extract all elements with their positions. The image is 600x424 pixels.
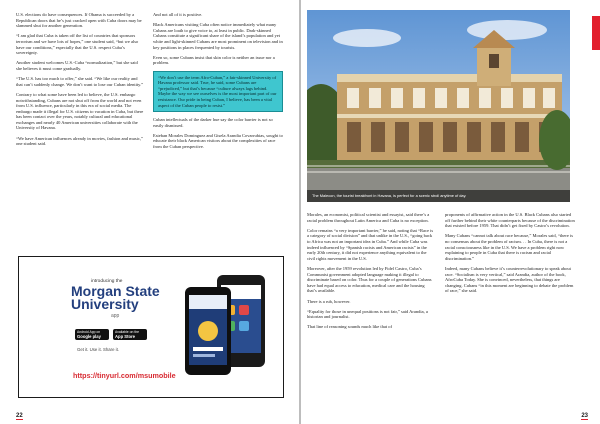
paragraph: Indeed, many Cubans believe it’s counterrevolutionary to speak about race. “Socialism is very vertical,” said Arandia, author of the book, AfroCuba Today. She is convinced, nevertheless, that things are changing. Cubans “in this moment are beginning to debate the problem of race,” she said. bbox=[445, 265, 574, 294]
paragraph: Moreover, after the 1959 revolution led by Fidel Castro, Cuba’s Communist government adopted language making it illegal to discriminate based on color. Thus for a couple of generations Cubans have had equal access to education, medical care and the housing that’s available. bbox=[307, 265, 432, 294]
paragraph: “The U.S. has too much to offer,” she said. “We like our reality and that can’t suddenly change. We don’t want to lose our Cuban identity.” bbox=[16, 76, 144, 87]
paragraph: U.S. elections do have consequences. If Obama is succeeded by a Republican doors that he’s just cracked open with Cuba doors may be slammed shut for another generation. bbox=[16, 12, 142, 29]
paragraph: Another student welcomes U.S.-Cuba “normalization,” but she said she believes it must come gradually. bbox=[16, 60, 138, 71]
paragraph: That line of reasoning sounds much like that of bbox=[307, 324, 392, 330]
paragraph: Black Americans visiting Cuba often notice immediately what many Cubans are loath to give voice to, at least in public. Dark-skinned Cubans constitute a significant share of the island’s population and yet white and light-skinned Cubans are most prominent on television and in key positions in places frequented by tourists. bbox=[153, 22, 283, 50]
page-number-left: 22 bbox=[16, 413, 23, 419]
left-column-2 bbox=[153, 12, 283, 154]
paragraph: There is a rub, however. bbox=[307, 298, 351, 304]
phones-illustration bbox=[177, 273, 273, 377]
paragraph: Even so, some Cubans insist that skin color is neither an issue nor a problem. bbox=[153, 54, 275, 66]
right-page bbox=[301, 0, 600, 424]
app-store-badge[interactable]: Available on the App Store bbox=[113, 329, 147, 340]
paragraph: Color remains “a very important barrier,” he said, noting that “Race is a category of social division” and that unlike in the U.S., “going back to Africa was not an important idea in Cuba.” And while Cuba was indeed influenced by “Spanish racists and American racists” in the early 20th century, it did not experience anything equivalent to the civil rights movement in the U.S. bbox=[307, 227, 434, 261]
paragraph: And not all of it is positive. bbox=[153, 12, 203, 17]
paragraph: Many Cubans “cannot talk about race because,” Morales said, “there is no consensus about the problem of racism. . . In Cuba, there is not a racial consciousness like in the U.S. We have a problem right now explaining to people in Cuba that there is racism and racial discrimination.” bbox=[445, 233, 573, 261]
paragraph: “I am glad that Cuba is taken off the list of countries that sponsors terrorism and we have lots of hopes,” one student said, “but we also have our conditions,” especially that the U.S. respect Cuba’s sovereignty. bbox=[16, 33, 139, 56]
paragraph: “Equality for those in unequal positions is not fair,” said Arandia, a historian and journalist. bbox=[307, 308, 428, 320]
right-column-2 bbox=[445, 212, 575, 299]
red-edge-tab bbox=[592, 16, 600, 50]
ad-url-link[interactable]: https://tinyurl.com/msumobile bbox=[73, 371, 176, 380]
google-play-badge[interactable]: Android App on Google play bbox=[75, 329, 109, 340]
paragraph: “We have American influences already in movies, fashion and music,” one student said. bbox=[16, 135, 143, 147]
photo-caption: The Malecon, the tourist breakfront in Havana, is perfect for a scenic stroll anytime of day. bbox=[307, 190, 570, 202]
ad-app-label: app bbox=[111, 313, 120, 319]
phone-front-icon bbox=[185, 287, 231, 375]
building-photo-icon bbox=[307, 10, 570, 202]
havana-building-photo bbox=[307, 10, 570, 202]
paragraph: Cuban intellectuals of the darker hue say the color barrier is not so easily dismissed. bbox=[153, 117, 273, 128]
ad-intro: introducing the bbox=[91, 279, 123, 284]
paragraph: proponents of affirmative action in the U.S. Black Cubans also started off further behind their white counterparts because of the discrimination that existed before 1959. That didn’t get fixed by Castro’s revolution. bbox=[445, 212, 575, 229]
page-number-right: 23 bbox=[581, 413, 588, 419]
ad-title: Morgan State University bbox=[71, 283, 160, 312]
paragraph: Esteban Morales Dominguez and Gisela Arandia Covarrubias, sought to educate their black American visitors about the complexities of race from the Cuban perspective. bbox=[153, 132, 283, 150]
msu-app-advertisement[interactable] bbox=[18, 256, 284, 398]
paragraph: Contrary to what some have been led to believe, the U.S. embargo notwithstanding, Cubans are not shut off from the world and not even from U.S. influence, particularly in this era of social media. The embargo made it illegal for U.S. citizens to vacation in Cuba, but there has been contact over the years, notably cultural and educational exchanges and nearly 40 American universities collaborate with the University of Havana. bbox=[16, 91, 144, 131]
ad-tagline: Get it. Use it. Share it. bbox=[77, 347, 120, 352]
pull-quote-callout: “We don’t use the term Afro-Cuban,” a fair-skinned University of Havana professor said. True, he said, some Cubans are “prejudiced,” but that’s because “culture always lags behind. Maybe the way we see ourselves is the most important part of our resistance. Our pride in being Cuban, I believe, has been a vital aspect of the Cuban people to resist.” bbox=[153, 71, 283, 113]
right-column-1 bbox=[307, 212, 435, 335]
paragraph: Morales, an economist, political scientist and essayist, said there’s a racial problem throughout Latin America and Cuba is no exception. bbox=[307, 212, 430, 223]
left-column-1 bbox=[16, 12, 144, 151]
left-page bbox=[0, 0, 299, 424]
